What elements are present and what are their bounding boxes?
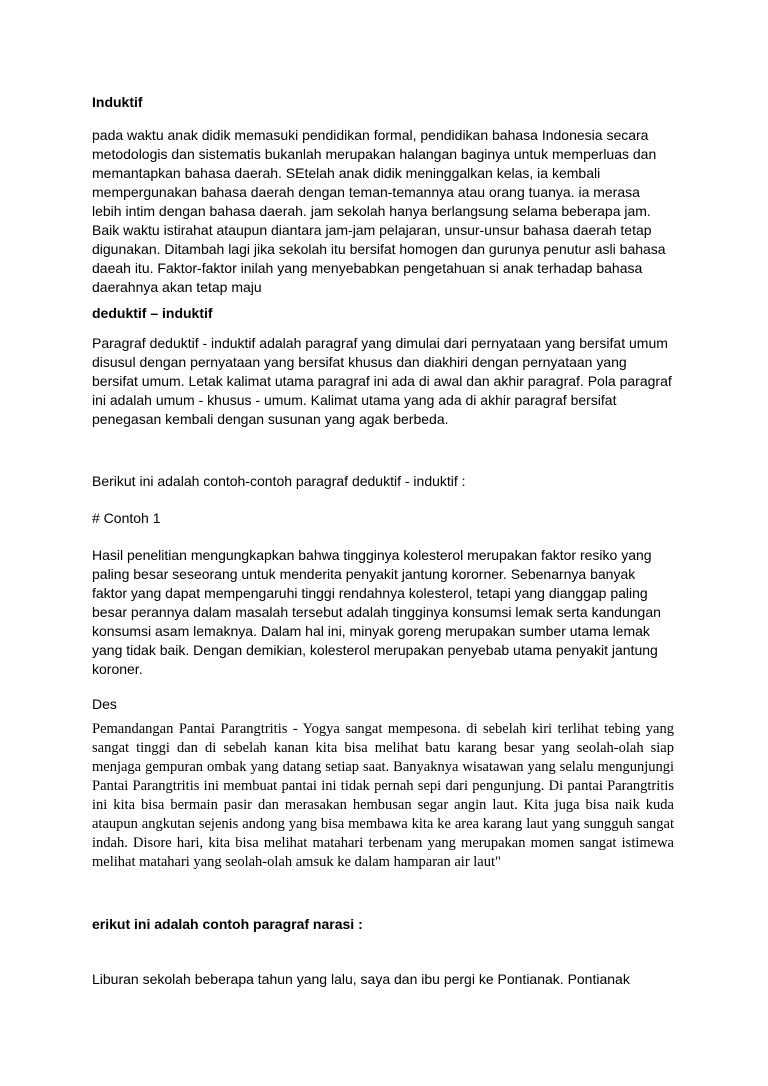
example-label: # Contoh 1 bbox=[92, 510, 161, 526]
paragraph-deduktif-induktif: Paragraf deduktif - induktif adalah paragraf yang dimulai dari pernyataan yang bersifat umum disusul dengan pernyataan yang bersifat khusus dan diakhiri dengan pernyataan yang bersifat umum. Letak kalimat utama paragraf ini ada di awal dan akhir paragraf. Pola paragraf ini adalah umum - khusus - umum. Kalimat utama yang ada di akhir paragraf bersifat penegasan kembali dengan susunan yang agak berbeda. bbox=[92, 335, 672, 427]
heading-induktif: Induktif bbox=[92, 94, 143, 110]
heading-deduktif-induktif: deduktif – induktif bbox=[92, 305, 213, 321]
des-label: Des bbox=[92, 696, 117, 712]
paragraph-induktif: pada waktu anak didik memasuki pendidikan formal, pendidikan bahasa Indonesia secara metodologis dan sistematis bukanlah merupakan halangan baginya untuk memperluas dan memantapkan bahasa daerah. SEtelah anak didik meninggalkan kelas, ia kembali mempergunakan bahasa daerah dengan teman-temannya atau orang tuanya. ia merasa lebih intim dengan bahasa daerah. jam sekolah hanya berlangsung selama beberapa jam. Baik waktu istirahat ataupun diantara jam-jam pelajaran, unsur-unsur bahasa daerah tetap digunakan. Ditambah lagi jika sekolah itu bersifat homogen dan gurunya penutur asli bahasa daeah itu. Faktor-faktor inilah yang menyebabkan pengetahuan si anak terhadap bahasa daerahnya akan tetap maju bbox=[92, 127, 666, 295]
intro-examples: Berikut ini adalah contoh-contoh paragraf deduktif - induktif : bbox=[92, 473, 466, 489]
narasi-paragraph: Liburan sekolah beberapa tahun yang lalu, saya dan ibu pergi ke Pontianak. Pontianak bbox=[92, 971, 630, 987]
example-paragraph: Hasil penelitian mengungkapkan bahwa tingginya kolesterol merupakan faktor resiko yang paling besar seseorang untuk menderita penyakit jantung kororner. Sebenarnya banyak faktor yang dapat mempengaruhi tinggi rendahnya kolesterol, tetapi yang dianggap paling besar perannya dalam masalah tersebut adalah tingginya konsumsi lemak serta kandungan konsumsi asam lemaknya. Dalam hal ini, minyak goreng merupakan sumber utama lemak yang tidak baik. Dengan demikian, kolesterol merupakan penyebab utama penyakit jantung koroner. bbox=[92, 547, 661, 677]
description-paragraph: Pemandangan Pantai Parangtritis - Yogya sangat mempesona. di sebelah kiri terlihat tebing yang sangat tinggi dan di sebelah kanan kita bisa melihat batu karang besar yang seolah-olah siap menjaga gempuran ombak yang datang setiap saat. Banyaknya wisatawan yang selalu mengunjungi Pantai Parangtritis ini membuat pantai ini tidak pernah sepi dari pengunjung. Di pantai Parangtritis ini kita bisa bermain pasir dan merasakan hembusan segar angin laut. Kita juga bisa naik kuda ataupun angkutan sejenis andong yang bisa membawa kita ke area karang laut yang sungguh sangat indah. Disore hari, kita bisa melihat matahari terbenam yang merupakan momen sangat istimewa melihat matahari yang seolah-olah amsuk ke dalam hamparan air laut" bbox=[92, 721, 674, 870]
heading-narasi: erikut ini adalah contoh paragraf narasi : bbox=[92, 916, 363, 932]
